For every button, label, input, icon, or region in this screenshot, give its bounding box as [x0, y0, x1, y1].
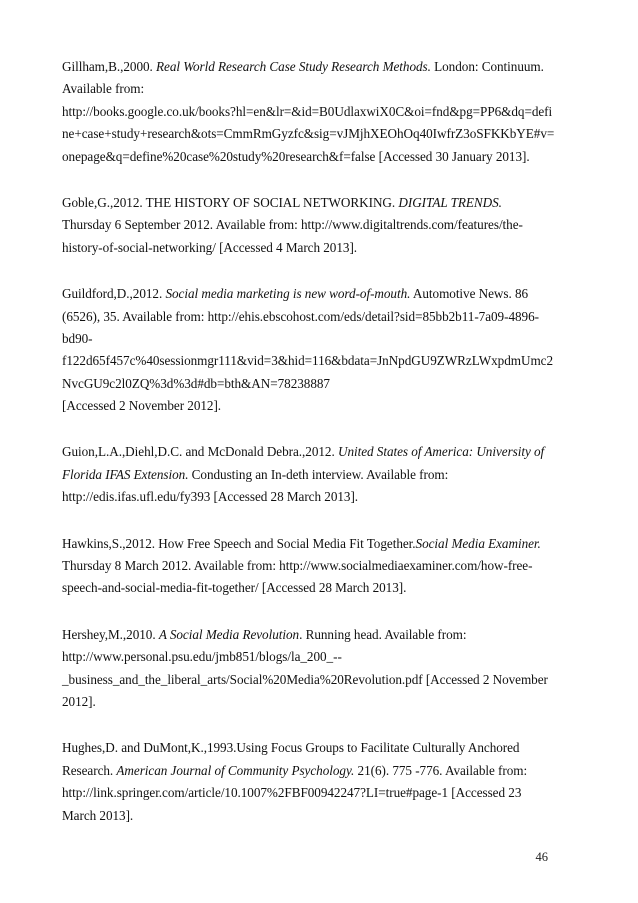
- reference-text: http://www.personal.psu.edu/jmb851/blogs/la_200_--: [62, 649, 342, 665]
- reference-italic-text: American Journal of Community Psychology.: [116, 762, 355, 778]
- reference-text: bd90-: [62, 330, 93, 346]
- reference-line: [62, 328, 554, 350]
- reference-line: [62, 214, 554, 236]
- reference-entry: [62, 192, 554, 259]
- reference-text: http://edis.ifas.ufl.edu/fy393 [Accessed 28 March 2013].: [62, 489, 359, 505]
- reference-line: [62, 737, 554, 759]
- reference-text: Available from:: [62, 81, 145, 97]
- reference-text: onepage&q=define%20case%20study%20research&f=false [Accessed 30 January 2013].: [62, 148, 530, 164]
- reference-italic-text: Social media marketing is new word-of-mouth.: [165, 286, 411, 302]
- reference-text: ne+case+study+research&ots=CmmRmGyzfc&sig=vJMjhXEOhOq40IwfrZ3oSFKKbYE#v=: [62, 126, 555, 142]
- reference-text: Thursday 8 March 2012. Available from: http://www.socialmediaexaminer.com/how-free-: [62, 558, 533, 574]
- reference-line: [62, 283, 554, 305]
- reference-text: 2012].: [62, 693, 96, 709]
- reference-line: [62, 533, 554, 555]
- reference-line: [62, 555, 554, 577]
- reference-line: [62, 192, 554, 214]
- reference-line: [62, 486, 554, 508]
- reference-italic-text: Social Media Examiner.: [415, 535, 541, 551]
- reference-line: [62, 464, 554, 486]
- reference-line: [62, 101, 554, 123]
- reference-text: http://link.springer.com/article/10.1007%2FBF00942247?LI=true#page-1 [Accessed 23: [62, 785, 522, 801]
- reference-text: Thursday 6 September 2012. Available from: http://www.digitaltrends.com/features/the-: [62, 217, 523, 233]
- reference-line: [62, 350, 554, 372]
- reference-line: [62, 146, 554, 168]
- reference-text: Hawkins,S.,2012. How Free Speech and Social Media Fit Together.: [62, 535, 416, 551]
- reference-line: [62, 805, 554, 827]
- reference-line: [62, 669, 554, 691]
- reference-italic-text: DIGITAL TRENDS.: [398, 194, 502, 210]
- reference-line: [62, 577, 554, 599]
- reference-line: [62, 373, 554, 395]
- reference-text: http://books.google.co.uk/books?hl=en&lr=&id=B0UdlaxwiX0C&oi=fnd&pg=PP6&dq=defi: [62, 103, 553, 119]
- reference-italic-text: Real World Research Case Study Research Methods.: [156, 59, 431, 74]
- reference-text: _business_and_the_liberal_arts/Social%20Media%20Revolution.pdf [Accessed 2 November: [62, 671, 548, 687]
- page-number: 46: [535, 850, 548, 864]
- reference-line: [62, 56, 554, 78]
- reference-text: 21(6). 775 -776. Available from:: [354, 762, 528, 778]
- reference-text: f122d65f457c%40sessionmgr111&vid=3&hid=116&bdata=JnNpdGU9ZWRzLWxpdmUmc2: [62, 353, 553, 369]
- reference-text: London: Continuum.: [430, 59, 544, 74]
- reference-line: [62, 237, 554, 259]
- reference-italic-text: A Social Media Revolution: [158, 626, 300, 642]
- reference-text: Hershey,M.,2010.: [62, 626, 159, 642]
- reference-line: [62, 624, 554, 646]
- reference-line: [62, 760, 554, 782]
- reference-text: Gillham,B.,2000.: [62, 59, 157, 74]
- reference-text: history-of-social-networking/ [Accessed 4 March 2013].: [62, 239, 358, 255]
- reference-entry: [62, 624, 554, 714]
- reference-text: . Running head. Available from:: [299, 626, 467, 642]
- reference-line: [62, 782, 554, 804]
- reference-text: Automotive News. 86: [410, 286, 529, 302]
- reference-line: [62, 123, 554, 145]
- reference-line: [62, 78, 554, 100]
- reference-line: [62, 691, 554, 713]
- reference-text: Goble,G.,2012. THE HISTORY OF SOCIAL NETWORKING.: [62, 194, 399, 210]
- reference-text: Research.: [62, 762, 117, 778]
- reference-text: Condusting an In-deth interview. Available from:: [188, 466, 449, 482]
- reference-text: Hughes,D. and DuMont,K.,1993.Using Focus Groups to Facilitate Culturally Anchored: [62, 740, 520, 756]
- reference-text: [Accessed 2 November 2012].: [62, 398, 222, 414]
- reference-line: [62, 646, 554, 668]
- reference-text: NvcGU9c2l0ZQ%3d%3d#db=bth&AN=78238887: [62, 375, 330, 391]
- reference-entry: [62, 533, 554, 600]
- reference-text: March 2013].: [62, 807, 134, 823]
- reference-text: Guildford,D.,2012.: [62, 286, 166, 302]
- reference-line: [62, 441, 554, 463]
- reference-line: [62, 395, 554, 417]
- reference-italic-text: United States of America: University of: [337, 444, 545, 460]
- reference-italic-text: Florida IFAS Extension.: [62, 466, 189, 482]
- reference-entry: [62, 283, 554, 417]
- reference-line: [62, 306, 554, 328]
- reference-text: speech-and-social-media-fit-together/ [Accessed 28 March 2013].: [62, 580, 407, 596]
- reference-entry: [62, 441, 554, 508]
- reference-text: Guion,L.A.,Diehl,D.C. and McDonald Debra.,2012.: [62, 444, 338, 460]
- reference-text: (6526), 35. Available from: http://ehis.ebscohost.com/eds/detail?sid=85bb2b11-7a09-4896-: [62, 308, 539, 324]
- reference-entry: [62, 737, 554, 827]
- reference-entry: [62, 56, 554, 168]
- reference-list: [62, 56, 554, 851]
